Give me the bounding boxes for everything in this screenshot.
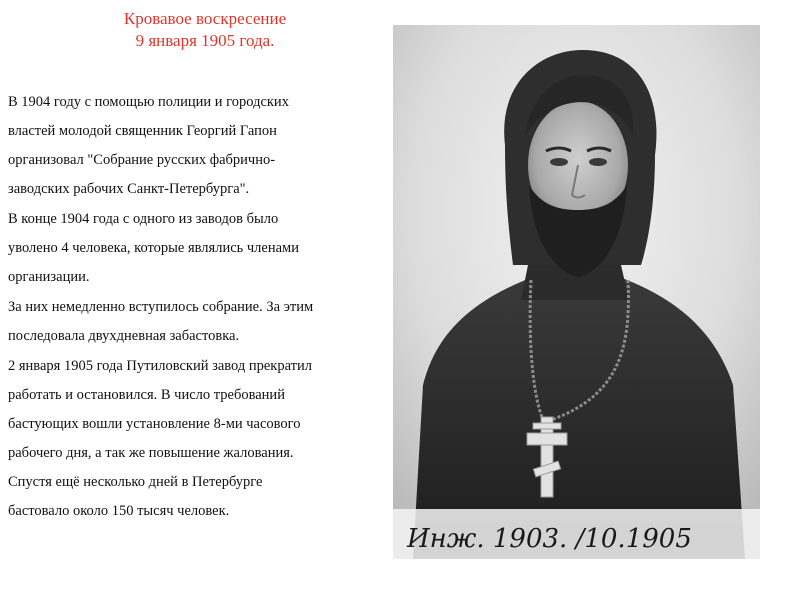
portrait-photo [393,25,760,559]
slide-title [40,8,370,52]
title-line-2: 9 января 1905 года. [135,31,275,50]
text-line: В конце 1904 года с одного из заводов было [8,211,279,227]
paragraph-4 [8,352,380,526]
text-line: бастовало около 150 тысяч человек. [8,503,230,519]
paragraph-3 [8,293,380,351]
text-line: организации. [8,269,90,285]
text-line: В 1904 году с помощью полиции и городских [8,94,289,110]
text-line: За них немедленно вступилось собрание. За этим [8,299,314,315]
text-line: Спустя ещё несколько дней в Петербурге [8,474,263,490]
text-line: организовал "Собрание русских фабрично- [8,152,276,168]
text-line: 2 января 1905 года Путиловский завод прекратил [8,358,312,374]
text-line: рабочего дня, а так же повышение жалования. [8,445,294,461]
paragraph-1 [8,88,380,204]
left-eye [550,158,568,166]
text-line: последовала двухдневная забастовка. [8,328,240,344]
body-text [8,88,380,527]
text-line: властей молодой священник Георгий Гапон [8,123,277,139]
paragraph-2 [8,205,380,292]
text-line: заводских рабочих Санкт-Петербурга". [8,181,250,197]
photo-signature: Инж. 1903. /10.1905 [407,524,692,554]
text-line: работать и остановился. В число требований [8,387,285,403]
right-eye [589,158,607,166]
text-line: бастующих вошли установление 8-ми часового [8,416,301,432]
text-line: уволено 4 человека, которые являлись членами [8,240,299,256]
portrait-illustration [393,25,760,559]
title-line-1: Кровавое воскресение [123,9,287,28]
